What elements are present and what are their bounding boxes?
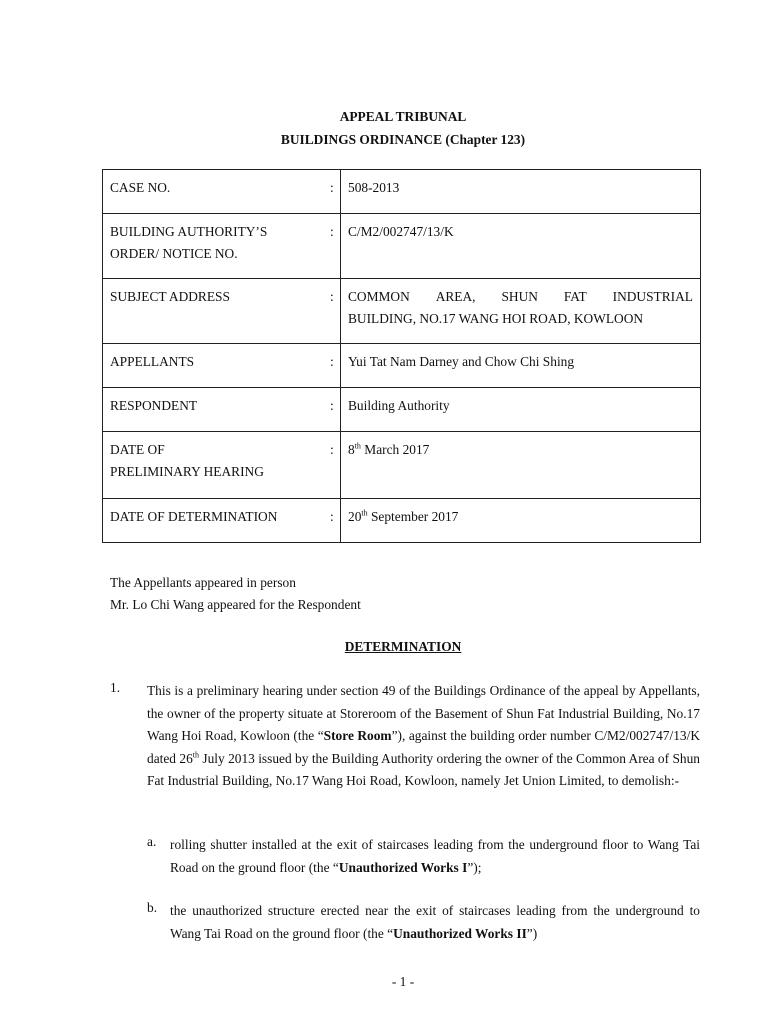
- separator: :: [323, 388, 341, 432]
- prelim-label-line2: PRELIMINARY HEARING: [110, 464, 264, 479]
- separator: :: [323, 344, 341, 388]
- ordinal-suffix: th: [192, 750, 199, 760]
- page-number: - 1 -: [391, 974, 415, 989]
- respondent-value: Building Authority: [341, 388, 701, 432]
- preliminary-hearing-label: [103, 432, 324, 499]
- preliminary-hearing-date: [341, 432, 701, 499]
- determination-day-suffix: th: [361, 508, 368, 518]
- sub-item-label: b.: [147, 900, 158, 915]
- prelim-day: 8: [348, 442, 355, 457]
- appellants-value: Yui Tat Nam Darney and Chow Chi Shing: [341, 344, 701, 388]
- table-row: [103, 214, 701, 279]
- case-no-label: CASE NO.: [103, 170, 324, 214]
- tribunal-title: APPEAL TRIBUNAL: [339, 109, 467, 124]
- table-row: [103, 170, 701, 214]
- sub-item-label: a.: [147, 834, 157, 849]
- table-row: [103, 432, 701, 499]
- appearances: [110, 572, 361, 616]
- determination-month-year: September 2017: [367, 509, 459, 524]
- separator: :: [323, 279, 341, 344]
- defined-term: Unauthorized Works II: [393, 925, 527, 941]
- separator: :: [323, 499, 341, 543]
- case-no-value: 508-2013: [341, 170, 701, 214]
- determination-heading: DETERMINATION: [344, 639, 462, 654]
- address-word: FAT: [563, 289, 587, 304]
- paragraph-text: This is a preliminary hearing under section 49 of the Buildings Ordinance of the appeal by Appellants, the owner of the property situate at Storeroom of the Basement of Shun Fat Industrial Building, No.17 Wang Hoi Road, Kowloon (the “: [147, 683, 700, 744]
- paragraph-body: [147, 680, 700, 793]
- address-word: SHUN: [501, 289, 538, 304]
- determination-date-label: DATE OF DETERMINATION: [103, 499, 324, 543]
- order-label: [103, 214, 324, 279]
- defined-term: Unauthorized Works I: [338, 859, 468, 875]
- table-row: [103, 344, 701, 388]
- table-row: [103, 279, 701, 344]
- address-value: [341, 279, 701, 344]
- separator: :: [323, 170, 341, 214]
- order-label-line2: ORDER/ NOTICE NO.: [110, 246, 238, 261]
- sub-item-body: rolling shutter installed at the exit of staircases leading from the underground floor to Wang Tai Road on the ground floor (the “: [170, 837, 700, 875]
- paragraph-number: 1.: [110, 680, 121, 695]
- address-line2: BUILDING, NO.17 WANG HOI ROAD, KOWLOON: [348, 311, 644, 326]
- sub-item-body: the unauthorized structure erected near the exit of staircases leading from the underground to Wang Tai Road on the ground floor (the “: [170, 903, 700, 941]
- table-row: [103, 388, 701, 432]
- ordinance-title: BUILDINGS ORDINANCE (Chapter 123): [280, 132, 526, 147]
- address-word: INDUSTRIAL: [612, 289, 693, 304]
- prelim-day-suffix: th: [354, 441, 361, 451]
- determination-day: 20: [348, 509, 362, 524]
- address-word: AREA,: [435, 289, 476, 304]
- paragraph-text: July 2013 issued by the Building Authority ordering the owner of the Common Area of Shun Fat Industrial Building, No.17 Wang Hoi Road, Kowloon, namely Jet Union Limited, to demolish:-: [147, 750, 700, 789]
- determination-date: [341, 499, 701, 543]
- address-word: COMMON: [348, 289, 410, 304]
- defined-term: Store Room: [323, 728, 392, 744]
- sub-item-tail: ”): [526, 925, 538, 941]
- separator: :: [323, 432, 341, 499]
- appellant-appearance: The Appellants appeared in person: [110, 575, 296, 590]
- address-line1: [348, 286, 693, 308]
- separator: :: [323, 214, 341, 279]
- order-value: C/M2/002747/13/K: [341, 214, 701, 279]
- prelim-label-line1: DATE OF: [110, 442, 165, 457]
- sub-item-text: [170, 900, 700, 945]
- order-label-line1: BUILDING AUTHORITY’S: [110, 224, 268, 239]
- address-label: SUBJECT ADDRESS: [103, 279, 324, 344]
- sub-item-text: [170, 834, 700, 879]
- respondent-label: RESPONDENT: [103, 388, 324, 432]
- table-row: [103, 499, 701, 543]
- case-details-table: [102, 169, 701, 543]
- respondent-appearance: Mr. Lo Chi Wang appeared for the Respondent: [110, 597, 361, 612]
- paragraph-text: ”), against the building order number C/M2/002747/13/K dated 26: [147, 728, 700, 766]
- prelim-month-year: March 2017: [360, 442, 430, 457]
- sub-item-tail: ”);: [467, 859, 482, 875]
- appellants-label: APPELLANTS: [103, 344, 324, 388]
